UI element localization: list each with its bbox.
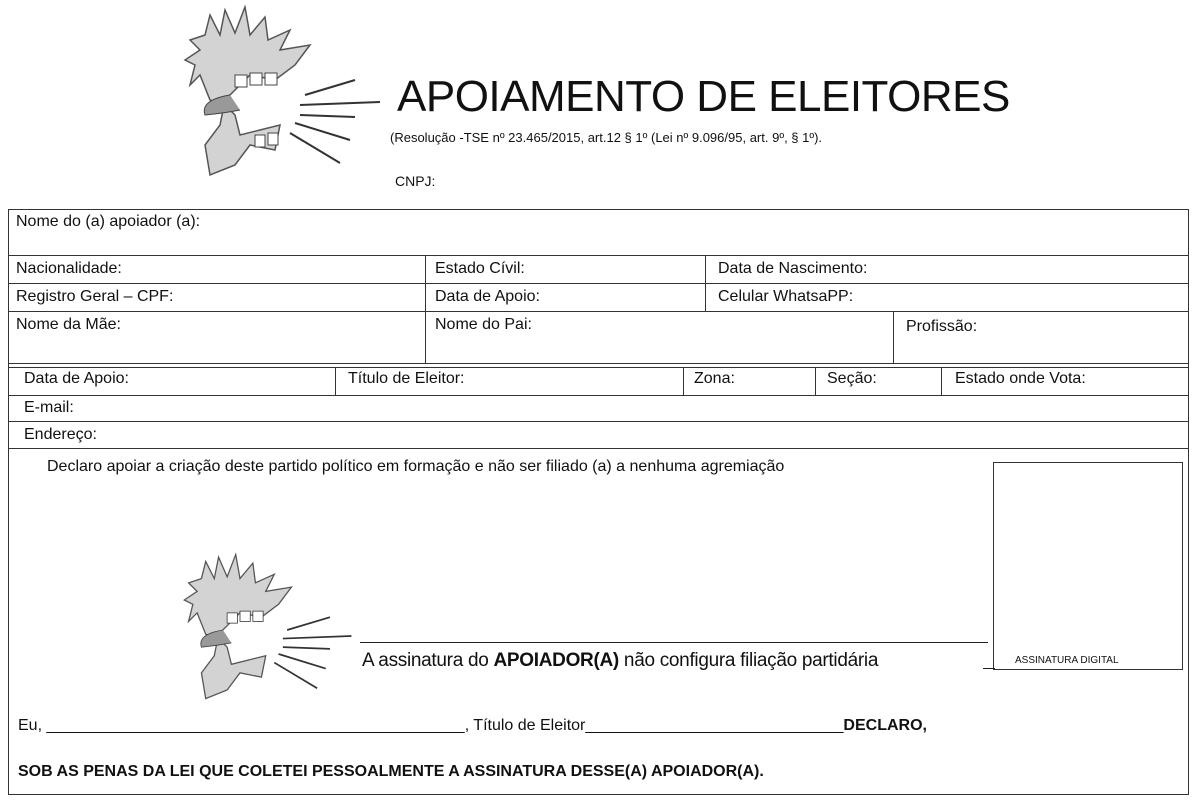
divider bbox=[8, 363, 1189, 364]
divider bbox=[683, 367, 684, 395]
divider bbox=[8, 311, 1189, 312]
note-bold: APOIADOR(A) bbox=[493, 650, 619, 671]
field-data-nascimento[interactable]: Data de Nascimento: bbox=[718, 260, 868, 277]
declaro-text: DECLARO, bbox=[843, 717, 927, 734]
field-data-apoio-2[interactable]: Data de Apoio: bbox=[24, 370, 129, 387]
shouting-mascot-small bbox=[180, 550, 360, 710]
eu-label: Eu, bbox=[18, 717, 47, 734]
divider bbox=[941, 367, 942, 395]
divider bbox=[815, 367, 816, 395]
field-nome-pai[interactable]: Nome do Pai: bbox=[435, 316, 532, 333]
field-nome-apoiador[interactable]: Nome do (a) apoiador (a): bbox=[16, 213, 201, 230]
field-email[interactable]: E-mail: bbox=[24, 399, 74, 416]
declaration-text: Declaro apoiar a criação deste partido político em formação e não ser filiado (a) a nenhuma agremiação bbox=[47, 458, 785, 475]
titulo-blank[interactable]: _____________________________ bbox=[585, 717, 844, 734]
divider bbox=[705, 255, 706, 311]
field-data-apoio[interactable]: Data de Apoio: bbox=[435, 288, 540, 305]
field-registro-cpf[interactable]: Registro Geral – CPF: bbox=[16, 288, 174, 305]
field-nome-mae[interactable]: Nome da Mãe: bbox=[16, 316, 121, 333]
divider bbox=[8, 283, 1189, 284]
divider bbox=[425, 255, 426, 363]
divider bbox=[335, 367, 336, 395]
divider bbox=[8, 421, 1189, 422]
divider bbox=[983, 668, 995, 669]
cnpj-label: CNPJ: bbox=[395, 173, 436, 189]
note-text: não configura filiação partidária bbox=[618, 650, 879, 671]
legal-reference: (Resolução -TSE nº 23.465/2015, art.12 § 1º (Lei nº 9.096/95, art. 9º, § 1º). bbox=[390, 130, 823, 145]
field-profissao[interactable]: Profissão: bbox=[906, 318, 978, 335]
field-estado-civil[interactable]: Estado Cívil: bbox=[435, 260, 525, 277]
titulo-label: , Título de Eleitor bbox=[464, 717, 586, 734]
collector-name-blank[interactable]: _______________________________________________ bbox=[46, 717, 465, 734]
divider bbox=[893, 311, 894, 363]
divider bbox=[8, 448, 1189, 449]
signature-note bbox=[362, 650, 878, 672]
field-secao[interactable]: Seção: bbox=[827, 370, 877, 387]
field-endereco[interactable]: Endereço: bbox=[24, 426, 97, 443]
collector-declaration bbox=[18, 717, 927, 735]
field-nacionalidade[interactable]: Nacionalidade: bbox=[16, 260, 122, 277]
field-estado-vota[interactable]: Estado onde Vota: bbox=[955, 370, 1086, 387]
penalty-statement: SOB AS PENAS DA LEI QUE COLETEI PESSOALMENTE A ASSINATURA DESSE(A) APOIADOR(A). bbox=[18, 763, 764, 780]
note-text: A assinatura do bbox=[362, 650, 494, 671]
shouting-mascot-logo bbox=[180, 5, 390, 185]
digital-signature-box[interactable] bbox=[993, 462, 1183, 670]
divider bbox=[8, 395, 1189, 396]
divider bbox=[8, 367, 1189, 368]
signature-line[interactable] bbox=[360, 642, 988, 643]
digital-signature-label: ASSINATURA DIGITAL bbox=[1015, 655, 1119, 666]
divider bbox=[8, 255, 1189, 256]
form-title: APOIAMENTO DE ELEITORES bbox=[397, 72, 1010, 121]
field-zona[interactable]: Zona: bbox=[694, 370, 735, 387]
field-celular[interactable]: Celular WhatsaPP: bbox=[718, 288, 854, 305]
field-titulo-eleitor[interactable]: Título de Eleitor: bbox=[348, 370, 465, 387]
